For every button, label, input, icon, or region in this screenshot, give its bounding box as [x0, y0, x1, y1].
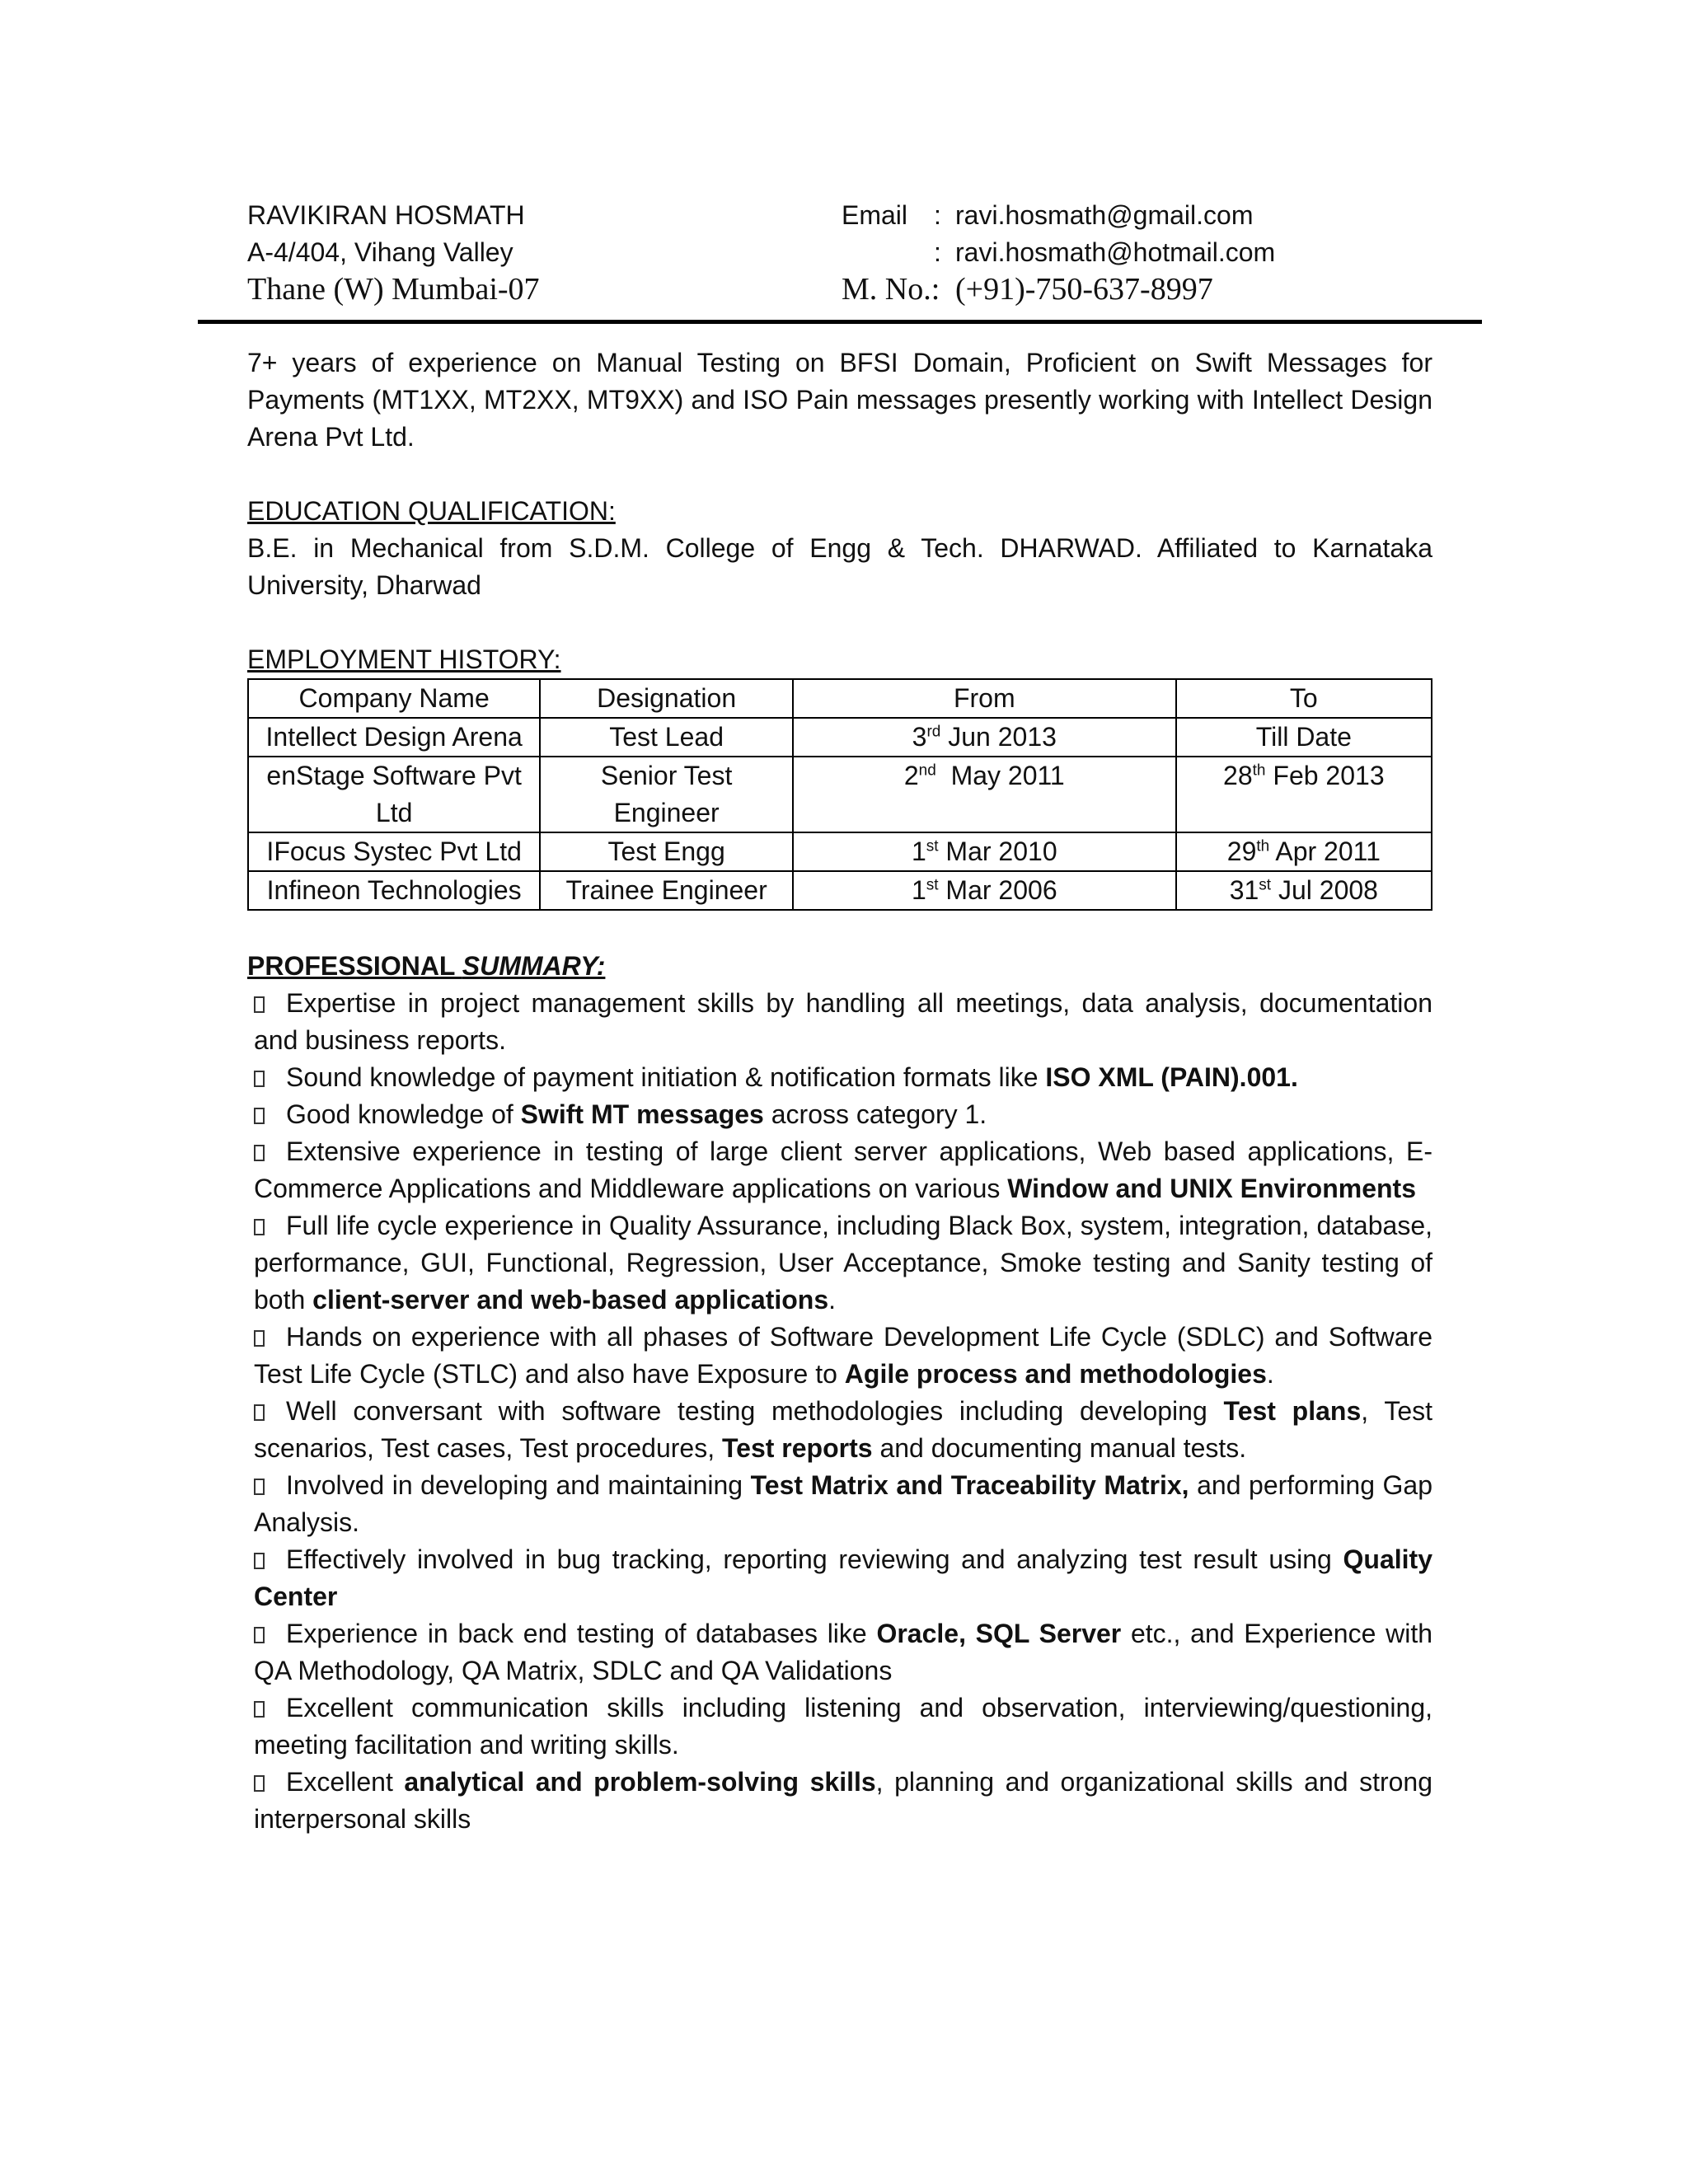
to-suffix: th [1252, 762, 1266, 780]
from-month-year: May 2011 [935, 761, 1065, 790]
bullet-box-icon [254, 1627, 265, 1643]
contact-block-right [842, 196, 1275, 307]
plain-text: Extensive experience in testing of large client server applications, Web based applications, E-Commerce Applications and Middleware applications on various [254, 1137, 1432, 1203]
list-item [254, 1393, 1432, 1467]
bullet-box-icon [254, 1145, 265, 1161]
cell-from [793, 871, 1176, 910]
from-suffix: rd [926, 723, 941, 741]
cell-to [1176, 718, 1432, 757]
cell-to [1176, 832, 1432, 871]
cell-from [793, 757, 1176, 832]
col-header-from: From [793, 679, 1176, 718]
email-row-2 [842, 233, 1275, 270]
employment-table [247, 678, 1432, 911]
from-month-year: Jun 2013 [940, 722, 1057, 752]
resume-body [247, 344, 1432, 1838]
cell-designation: Trainee Engineer [540, 871, 793, 910]
bold-text: analytical and problem-solving skills [404, 1767, 876, 1797]
bold-text: Oracle, SQL Server [876, 1619, 1122, 1648]
bullet-box-icon [254, 1071, 265, 1087]
plain-text: etc., and Experience with QA Methodology, QA Matrix, SDLC and QA Validations [254, 1619, 1433, 1685]
cell-designation: Senior Test Engineer [540, 757, 793, 832]
bold-text: Window and UNIX Environments [1007, 1174, 1416, 1203]
summary-title-part1: PROFESSIONAL [247, 951, 462, 981]
bullet-box-icon [254, 1775, 265, 1792]
plain-text: . [828, 1285, 837, 1315]
from-day: 2 [903, 761, 919, 790]
from-suffix: nd [918, 762, 936, 780]
plain-text: Hands on experience with all phases of Software Development Life Cycle (SDLC) and Software Test Life Cycle (STLC) and also have Exposure to [254, 1322, 1432, 1389]
address-line-2: Thane (W) Mumbai-07 [247, 272, 540, 307]
plain-text: , planning and organizational skills and strong interpersonal skills [254, 1767, 1433, 1834]
bullet-box-icon [254, 1553, 265, 1569]
candidate-name: RAVIKIRAN HOSMATH [247, 200, 525, 230]
plain-text: Experience in back end testing of databases like [286, 1619, 877, 1648]
bold-text: client-server and web-based applications [312, 1285, 829, 1315]
col-header-to: To [1176, 679, 1432, 718]
plain-text: across category 1. [763, 1099, 987, 1129]
contact-block-left [247, 196, 540, 307]
plain-text: and documenting manual tests. [872, 1433, 1247, 1463]
bold-text: ISO XML (PAIN).001. [1045, 1062, 1298, 1092]
table-row [248, 871, 1432, 910]
to-month-year: Feb 2013 [1265, 761, 1385, 790]
plain-text: Excellent communication skills including listening and observation, interviewing/questioning, meeting facilitation and writing skills. [254, 1693, 1432, 1760]
plain-text: Expertise in project management skills by handling all meetings, data analysis, documentation and business reports. [254, 988, 1432, 1055]
list-item [254, 1096, 1432, 1133]
plain-text: , Test scenarios, Test cases, Test procedures, [254, 1396, 1433, 1463]
col-header-designation: Designation [540, 679, 793, 718]
table-row [248, 832, 1432, 871]
to-month-year: Till Date [1255, 722, 1352, 752]
bold-text: Quality Center [254, 1544, 1432, 1611]
mobile-label: M. No.: [842, 272, 940, 307]
list-item [254, 1690, 1432, 1764]
from-suffix: st [926, 876, 939, 894]
cell-company: Intellect Design Arena [248, 718, 540, 757]
intro-paragraph: 7+ years of experience on Manual Testing on BFSI Domain, Proficient on Swift Messages for Payments (MT1XX, MT2XX, MT9XX) and ISO Pain messages presently working with Intellect Design Arena Pvt Ltd. [247, 348, 1432, 452]
header-divider [198, 320, 1482, 324]
cell-to [1176, 757, 1432, 832]
plain-text: Effectively involved in bug tracking, reporting reviewing and analyzing test result using [286, 1544, 1343, 1574]
email-colon: : [934, 200, 941, 230]
mobile-row [842, 270, 1275, 307]
plain-text: Full life cycle experience in Quality Assurance, including Black Box, system, integration, database, performance, GUI, Functional, Regression, User Acceptance, Smoke testing and Sanity testing of both [254, 1211, 1432, 1315]
bullet-box-icon [254, 996, 265, 1013]
plain-text: Involved in developing and maintaining [286, 1470, 751, 1500]
plain-text: Good knowledge of [286, 1099, 521, 1129]
address-line-1: A-4/404, Vihang Valley [247, 237, 513, 267]
from-month-year: Mar 2006 [938, 875, 1057, 905]
cell-company: Infineon Technologies [248, 871, 540, 910]
cell-from [793, 832, 1176, 871]
bold-text: Test Matrix and Traceability Matrix, [750, 1470, 1189, 1500]
education-title: EDUCATION QUALIFICATION: [247, 496, 616, 526]
bold-text: Test reports [721, 1433, 873, 1463]
list-item [254, 1541, 1432, 1615]
from-day: 3 [912, 722, 927, 752]
summary-title [247, 948, 1432, 985]
employment-title: EMPLOYMENT HISTORY: [247, 644, 561, 674]
email-colon-2: : [934, 237, 941, 267]
to-day: 31 [1229, 875, 1259, 905]
to-day: 29 [1226, 837, 1257, 866]
bullet-box-icon [254, 1219, 265, 1235]
bold-text: Agile process and methodologies [844, 1359, 1267, 1389]
to-suffix: th [1256, 837, 1270, 855]
bullet-box-icon [254, 1701, 265, 1718]
cell-to [1176, 871, 1432, 910]
cell-designation: Test Lead [540, 718, 793, 757]
plain-text: Sound knowledge of payment initiation & notification formats like [286, 1062, 1046, 1092]
list-item [254, 1467, 1432, 1541]
summary-list [247, 985, 1432, 1838]
plain-text: . [1266, 1359, 1274, 1389]
from-day: 1 [911, 875, 926, 905]
bold-text: Test plans [1223, 1396, 1362, 1426]
education-text: B.E. in Mechanical from S.D.M. College of Engg & Tech. DHARWAD. Affiliated to Karnataka University, Dharwad [247, 533, 1432, 600]
list-item [254, 1319, 1432, 1393]
plain-text: Well conversant with software testing methodologies including developing [286, 1396, 1224, 1426]
list-item [254, 1764, 1432, 1838]
list-item [254, 1059, 1432, 1096]
bullet-box-icon [254, 1108, 265, 1124]
cell-company: enStage Software Pvt Ltd [248, 757, 540, 832]
to-month-year: Jul 2008 [1271, 875, 1378, 905]
plain-text: Excellent [286, 1767, 405, 1797]
to-suffix: st [1259, 876, 1272, 894]
employment-header-row [248, 679, 1432, 718]
list-item [254, 1615, 1432, 1690]
email-secondary: ravi.hosmath@hotmail.com [955, 237, 1276, 267]
mobile-number: (+91)-750-637-8997 [955, 272, 1213, 307]
summary-title-part2: SUMMARY: [462, 951, 606, 981]
table-row [248, 718, 1432, 757]
to-month-year: Apr 2011 [1269, 837, 1381, 866]
table-row [248, 757, 1432, 832]
cell-from [793, 718, 1176, 757]
from-suffix: st [926, 837, 939, 855]
bullet-box-icon [254, 1404, 265, 1421]
email-label: Email [842, 200, 908, 230]
from-day: 1 [911, 837, 926, 866]
to-day: 28 [1223, 761, 1253, 790]
cell-designation: Test Engg [540, 832, 793, 871]
bold-text: Swift MT messages [520, 1099, 764, 1129]
list-item [254, 985, 1432, 1059]
email-primary: ravi.hosmath@gmail.com [955, 200, 1254, 230]
from-month-year: Mar 2010 [938, 837, 1057, 866]
cell-company: IFocus Systec Pvt Ltd [248, 832, 540, 871]
bullet-box-icon [254, 1479, 265, 1495]
list-item [254, 1133, 1432, 1207]
email-row-1 [842, 196, 1275, 233]
bullet-box-icon [254, 1330, 265, 1347]
plain-text: and performing Gap Analysis. [254, 1470, 1433, 1537]
col-header-company: Company Name [248, 679, 540, 718]
list-item [254, 1207, 1432, 1319]
